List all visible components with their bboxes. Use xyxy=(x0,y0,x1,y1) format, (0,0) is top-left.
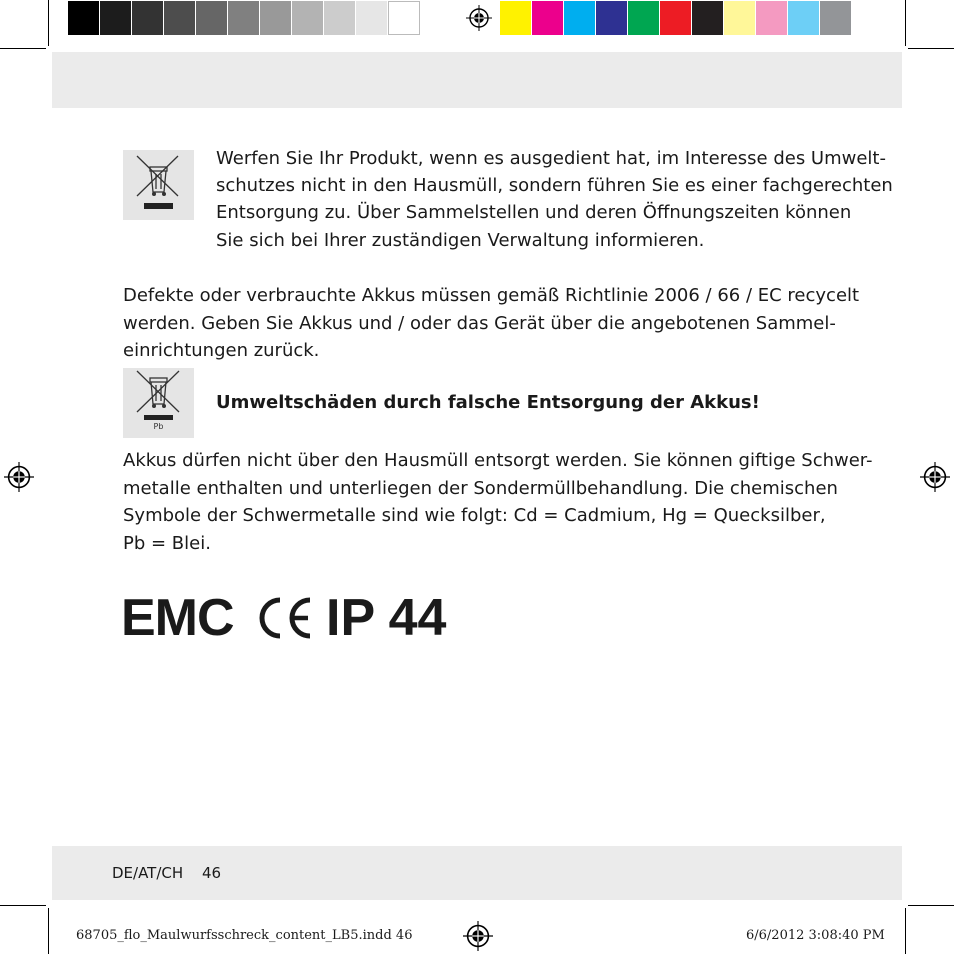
ce-mark-icon xyxy=(256,596,316,640)
para3-line: metalle enthalten und unterliegen der Sondermüllbehandlung. Die chemischen xyxy=(123,478,838,499)
process-swatch xyxy=(788,1,820,35)
para1-line: schutzes nicht in den Hausmüll, sondern führen Sie es einer fachgerechten xyxy=(216,175,893,196)
ip-rating: IP 44 xyxy=(326,589,447,647)
process-swatch xyxy=(756,1,788,35)
para2-line: Defekte oder verbrauchte Akkus müssen gemäß Richtlinie 2006 / 66 / EC recycelt xyxy=(123,285,860,306)
crossed-bin-icon xyxy=(123,150,194,220)
crop-mark xyxy=(908,48,954,49)
gray-swatch xyxy=(260,1,292,35)
process-swatch xyxy=(564,1,596,35)
para2-line: werden. Geben Sie Akkus und / oder das Gerät über die angebotenen Sammel- xyxy=(123,313,836,334)
process-swatch xyxy=(660,1,692,35)
gray-swatch xyxy=(132,1,164,35)
crop-mark xyxy=(905,0,906,46)
process-swatch xyxy=(532,1,564,35)
registration-mark-icon xyxy=(920,462,950,492)
emc-mark: EMC xyxy=(121,589,234,647)
crop-mark xyxy=(48,908,49,954)
page-number: 46 xyxy=(202,864,222,882)
weee-icon-box xyxy=(123,150,194,220)
warning-heading: Umweltschäden durch falsche Entsorgung der Akkus! xyxy=(216,392,760,413)
header-band xyxy=(52,52,902,108)
gray-swatch xyxy=(356,1,388,35)
registration-mark-icon xyxy=(466,5,492,31)
process-swatch xyxy=(724,1,756,35)
slug-datetime: 6/6/2012 3:08:40 PM xyxy=(746,928,885,943)
para1-line: Werfen Sie Ihr Produkt, wenn es ausgedient hat, im Interesse des Umwelt- xyxy=(216,148,886,169)
gray-swatch xyxy=(292,1,324,35)
gray-swatch xyxy=(68,1,100,35)
process-swatch xyxy=(628,1,660,35)
process-color-bar xyxy=(500,1,852,35)
footer-region: DE/AT/CH xyxy=(112,864,184,882)
para3-line: Akkus dürfen nicht über den Hausmüll entsorgt werden. Sie können giftige Schwer- xyxy=(123,450,873,471)
crop-mark xyxy=(48,0,49,46)
gray-swatch xyxy=(100,1,132,35)
process-swatch xyxy=(500,1,532,35)
process-swatch xyxy=(692,1,724,35)
crop-mark xyxy=(905,908,906,954)
battery-disposal-icon-box xyxy=(123,368,194,438)
gray-swatch xyxy=(324,1,356,35)
para1-line: Sie sich bei Ihrer zuständigen Verwaltung informieren. xyxy=(216,230,705,251)
crop-mark xyxy=(0,48,46,49)
para3-line: Symbole der Schwermetalle sind wie folgt: Cd = Cadmium, Hg = Quecksilber, xyxy=(123,505,826,526)
registration-mark-icon xyxy=(463,921,493,951)
pb-label: Pb xyxy=(153,422,164,431)
para2-line: einrichtungen zurück. xyxy=(123,340,320,361)
crop-mark xyxy=(908,905,954,906)
gray-swatch xyxy=(164,1,196,35)
para3-line: Pb = Blei. xyxy=(123,533,211,554)
gray-swatch xyxy=(388,1,420,35)
gray-color-bar xyxy=(68,1,420,35)
process-swatch xyxy=(596,1,628,35)
slug-filename: 68705_flo_Maulwurfsschreck_content_LB5.indd 46 xyxy=(76,928,413,943)
gray-swatch xyxy=(196,1,228,35)
gray-swatch xyxy=(228,1,260,35)
registration-mark-icon xyxy=(4,462,34,492)
process-swatch xyxy=(820,1,852,35)
para1-line: Entsorgung zu. Über Sammelstellen und deren Öffnungszeiten können xyxy=(216,202,852,223)
crop-mark xyxy=(0,905,46,906)
